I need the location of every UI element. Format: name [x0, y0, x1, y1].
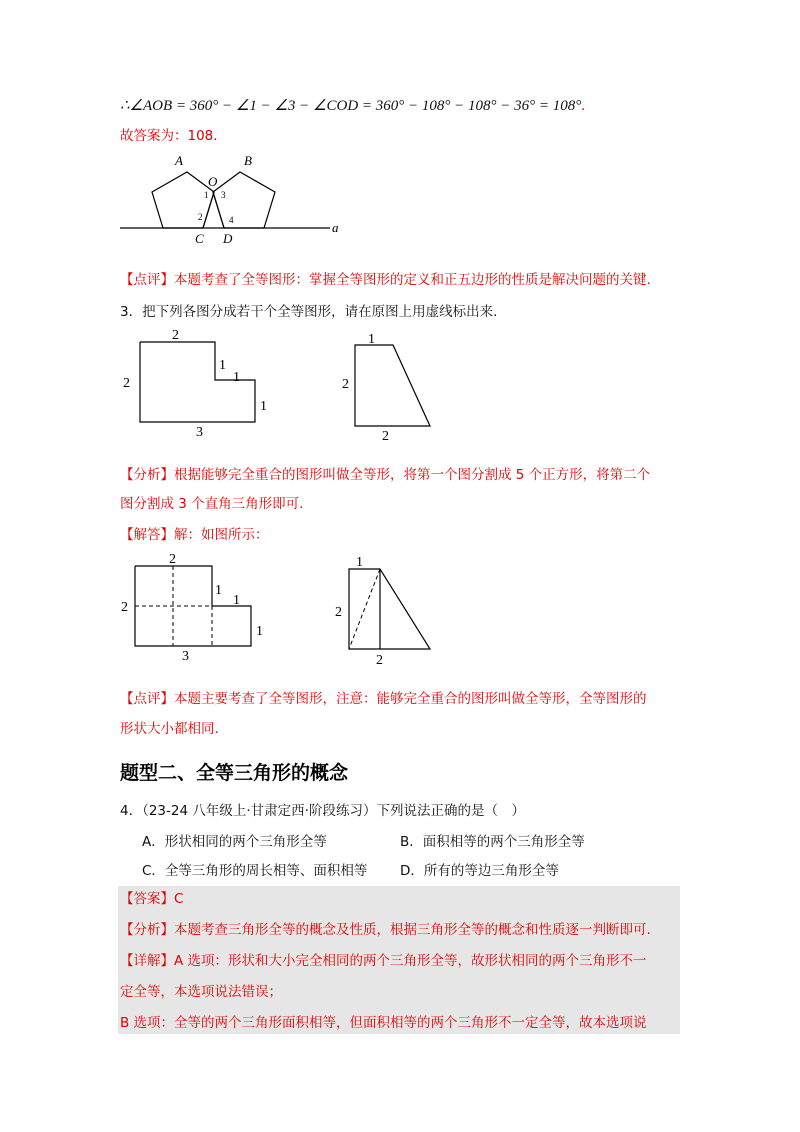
formula-line: ∴∠AOB = 360° − ∠1 − ∠3 − ∠COD = 360° − 108° − 108° − 36° = 108°.	[120, 98, 585, 114]
label-B: B	[244, 153, 252, 168]
option-a: A．形状相同的两个三角形全等	[142, 834, 327, 850]
option-c: C．全等三角形的周长相等、面积相等	[142, 863, 368, 879]
sol-dim-left: 2	[121, 600, 128, 615]
label-4: 4	[229, 215, 234, 225]
l-shape-figure	[115, 325, 285, 440]
dashed-diagonal	[349, 569, 380, 649]
dim-tri-bottom: 2	[382, 429, 389, 444]
sol-dim-top: 2	[169, 552, 176, 567]
dim-tri-top: 1	[368, 332, 375, 347]
formula-dot: .	[581, 98, 585, 114]
label-C: C	[195, 231, 204, 246]
question-3: 3．把下列各图分成若干个全等图形，请在原图上用虚线标出来.	[120, 304, 498, 320]
left-pentagon	[152, 172, 214, 228]
answer-row: 【答案】C	[120, 891, 184, 907]
sol-dim-right: 1	[256, 624, 263, 639]
trapezoid-outline	[355, 345, 430, 426]
trapezoid-figure	[335, 325, 445, 445]
comment-1: 【点评】本题考查了全等图形：掌握全等图形的定义和正五边形的性质是解决问题的关键.	[120, 272, 651, 288]
dim-bottom: 3	[196, 425, 203, 440]
dim-top: 2	[172, 328, 179, 343]
sol-tri-left: 2	[335, 605, 342, 620]
comment-2-line1: 【点评】本题主要考查了全等图形，注意：能够完全重合的图形叫做全等形，全等图形的	[120, 691, 647, 707]
solution-line: 【解答】解：如图所示：	[120, 527, 269, 543]
dim-step-v: 1	[219, 358, 226, 373]
label-D: D	[223, 231, 233, 246]
label-A: A	[175, 153, 183, 168]
analysis-row: 【分析】本题考查三角形全等的概念及性质，根据三角形全等的概念和性质逐一判断即可.	[120, 922, 651, 938]
sol-tri-bottom: 2	[376, 653, 383, 668]
comment-2-line2: 形状大小都相同.	[120, 721, 219, 737]
sol-tri-top: 1	[356, 555, 363, 570]
right-pentagon	[213, 172, 275, 228]
sol-dim-step-h: 1	[233, 593, 240, 608]
dim-step-h: 1	[233, 370, 240, 385]
label-3: 3	[221, 190, 226, 200]
option-d: D．所有的等边三角形全等	[400, 863, 559, 879]
label-2: 2	[198, 212, 203, 222]
trapezoid-solution-outline	[349, 569, 430, 649]
option-b: B．面积相等的两个三角形全等	[400, 834, 585, 850]
pentagon-figure	[115, 150, 355, 250]
section-title: 题型二、全等三角形的概念	[120, 762, 349, 784]
sol-dim-bottom: 3	[182, 649, 189, 663]
detail-row-2: 定全等，本选项说法错误；	[120, 984, 282, 1000]
dim-left: 2	[123, 376, 130, 391]
analysis-1-line1: 【分析】根据能够完全重合的图形叫做全等形，将第一个图分割成 5 个正方形，将第二个	[120, 467, 651, 483]
dim-right: 1	[260, 399, 267, 414]
detail-row-3: B 选项：全等的两个三角形面积相等，但面积相等的两个三角形不一定全等，故本选项说	[120, 1015, 647, 1031]
trapezoid-solution-figure	[325, 548, 440, 673]
sol-dim-step-v: 1	[215, 583, 222, 598]
label-1: 1	[204, 190, 209, 200]
label-a: a	[332, 220, 339, 235]
l-shape-solution-figure	[115, 548, 285, 663]
analysis-1-line2: 图分割成 3 个直角三角形即可.	[120, 496, 304, 512]
label-O: O	[208, 174, 218, 189]
detail-row-1: 【详解】A 选项：形状和大小完全相同的两个三角形全等，故形状相同的两个三角形不一	[120, 953, 647, 969]
answer-line: 故答案为：108.	[120, 128, 218, 144]
question-4-stem: 4．（23-24 八年级上·甘肃定西·阶段练习）下列说法正确的是（ ）	[120, 803, 525, 819]
dim-tri-left: 2	[342, 377, 349, 392]
